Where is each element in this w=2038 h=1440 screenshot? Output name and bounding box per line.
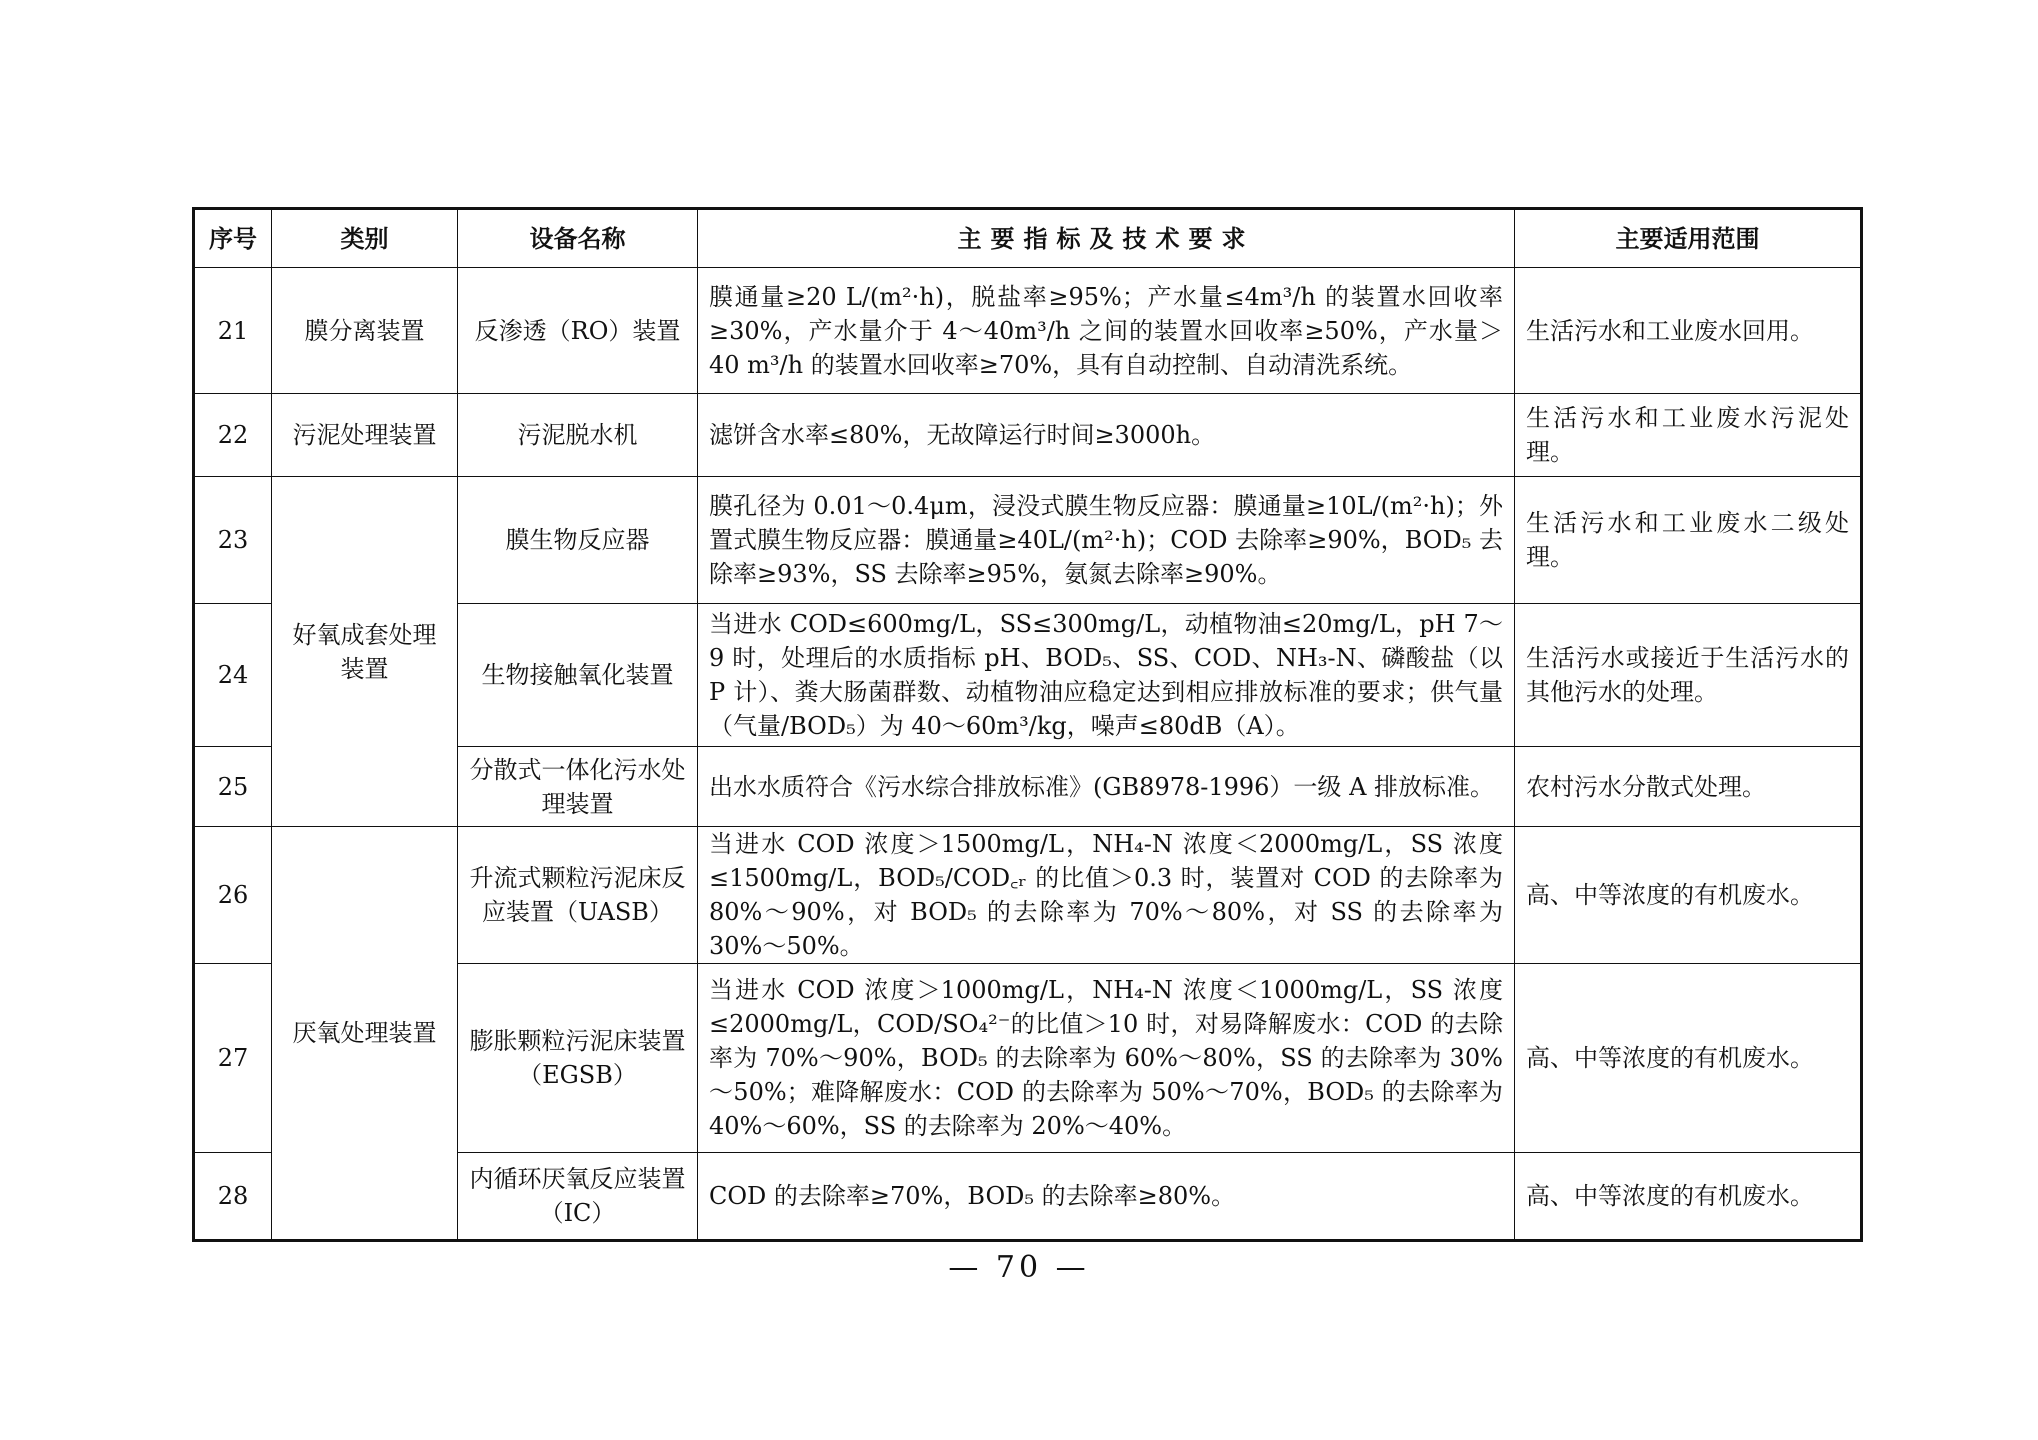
- row-equipment-name: 生物接触氧化装置: [458, 604, 698, 747]
- row-scope: 生活污水和工业废水污泥处理。: [1515, 394, 1862, 477]
- header-scope: 主要适用范围: [1515, 209, 1862, 268]
- table-header-row: [194, 209, 1862, 268]
- row-scope: 高、中等浓度的有机废水。: [1515, 827, 1862, 964]
- row-scope: 农村污水分散式处理。: [1515, 747, 1862, 827]
- row-equipment-name: 分散式一体化污水处理装置: [458, 747, 698, 827]
- table-row: [194, 268, 1862, 394]
- row-category: 膜分离装置: [272, 268, 458, 394]
- row-category: 好氧成套处理装置: [272, 477, 458, 827]
- row-category: 污泥处理装置: [272, 394, 458, 477]
- row-equipment-name: 污泥脱水机: [458, 394, 698, 477]
- table-row: [194, 477, 1862, 604]
- row-requirements: COD 的去除率≥70%，BOD₅ 的去除率≥80%。: [698, 1153, 1515, 1241]
- row-equipment-name: 升流式颗粒污泥床反应装置（UASB）: [458, 827, 698, 964]
- row-no: 21: [194, 268, 272, 394]
- row-no: 26: [194, 827, 272, 964]
- row-scope: 高、中等浓度的有机废水。: [1515, 1153, 1862, 1241]
- header-requirements: 主要指标及技术要求: [698, 209, 1515, 268]
- header-category: 类别: [272, 209, 458, 268]
- row-requirements: 当进水 COD 浓度＞1500mg/L，NH₄-N 浓度＜2000mg/L，SS 浓度≤1500mg/L，BOD₅/COD꜀ᵣ 的比值＞0.3 时，装置对 COD 的去除率为 80%～90%，对 BOD₅ 的去除率为 70%～80%，对 SS 的去除率为 30%～50%。: [698, 827, 1515, 964]
- row-no: 25: [194, 747, 272, 827]
- row-no: 27: [194, 964, 272, 1153]
- row-equipment-name: 膜生物反应器: [458, 477, 698, 604]
- row-requirements: 滤饼含水率≤80%，无故障运行时间≥3000h。: [698, 394, 1515, 477]
- row-requirements: 出水水质符合《污水综合排放标准》(GB8978-1996）一级 A 排放标准。: [698, 747, 1515, 827]
- equipment-spec-table: [192, 207, 1863, 1242]
- row-requirements: 膜通量≥20 L/(m²·h)，脱盐率≥95%；产水量≤4m³/h 的装置水回收率≥30%，产水量介于 4～40m³/h 之间的装置水回收率≥50%，产水量＞40 m³/h 的装置水回收率≥70%，具有自动控制、自动清洗系统。: [698, 268, 1515, 394]
- header-no: 序号: [194, 209, 272, 268]
- row-scope: 生活污水和工业废水二级处理。: [1515, 477, 1862, 604]
- row-scope: 生活污水和工业废水回用。: [1515, 268, 1862, 394]
- row-requirements: 当进水 COD≤600mg/L，SS≤300mg/L，动植物油≤20mg/L，pH 7～9 时，处理后的水质指标 pH、BOD₅、SS、COD、NH₃-N、磷酸盐（以 P 计）、粪大肠菌群数、动植物油应稳定达到相应排放标准的要求；供气量（气量/BOD₅）为 40～60m³/kg，噪声≤80dB（A）。: [698, 604, 1515, 747]
- page-number: — 70 —: [948, 1250, 1090, 1285]
- row-no: 24: [194, 604, 272, 747]
- row-no: 22: [194, 394, 272, 477]
- table-row: [194, 394, 1862, 477]
- row-equipment-name: 膨胀颗粒污泥床装置（EGSB）: [458, 964, 698, 1153]
- table-row: [194, 827, 1862, 964]
- header-name: 设备名称: [458, 209, 698, 268]
- row-category: 厌氧处理装置: [272, 827, 458, 1241]
- row-scope: 生活污水或接近于生活污水的其他污水的处理。: [1515, 604, 1862, 747]
- row-requirements: 膜孔径为 0.01～0.4μm，浸没式膜生物反应器：膜通量≥10L/(m²·h)；外置式膜生物反应器：膜通量≥40L/(m²·h)；COD 去除率≥90%，BOD₅ 去除率≥93%，SS 去除率≥95%，氨氮去除率≥90%。: [698, 477, 1515, 604]
- row-requirements: 当进水 COD 浓度＞1000mg/L，NH₄-N 浓度＜1000mg/L，SS 浓度≤2000mg/L，COD/SO₄²⁻的比值＞10 时，对易降解废水：COD 的去除率为 70%～90%，BOD₅ 的去除率为 60%～80%，SS 的去除率为 30%～50%；难降解废水：COD 的去除率为 50%～70%，BOD₅ 的去除率为 40%～60%，SS 的去除率为 20%～40%。: [698, 964, 1515, 1153]
- row-scope: 高、中等浓度的有机废水。: [1515, 964, 1862, 1153]
- row-equipment-name: 反渗透（RO）装置: [458, 268, 698, 394]
- row-no: 28: [194, 1153, 272, 1241]
- row-equipment-name: 内循环厌氧反应装置（IC）: [458, 1153, 698, 1241]
- row-no: 23: [194, 477, 272, 604]
